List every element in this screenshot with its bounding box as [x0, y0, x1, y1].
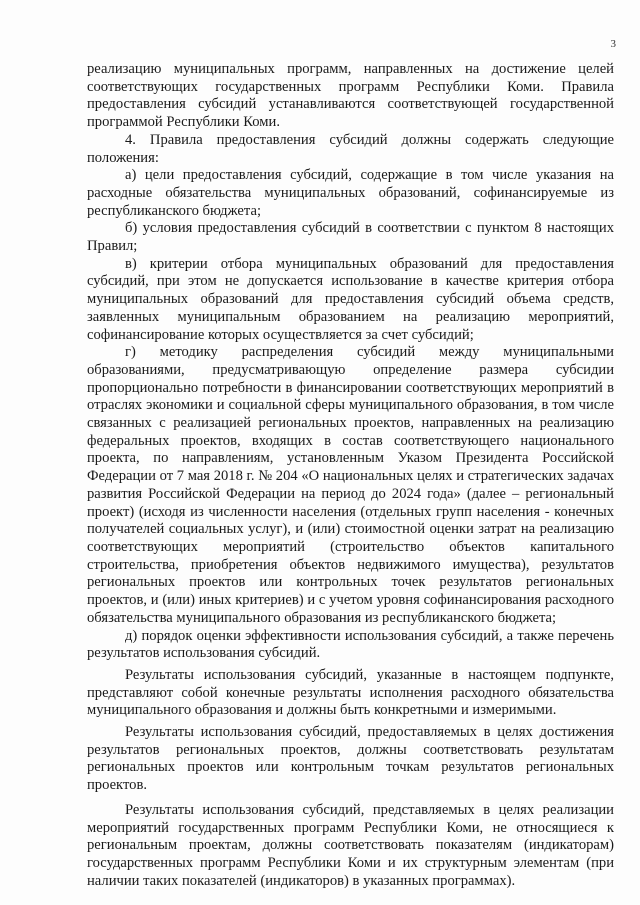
paragraph-intro-continuation: реализацию муниципальных программ, направленных на достижение целей соответствующих государственных программ Республики Коми. Правила предоставления субсидий устанавливаются соответствующей государственной программой Республики Коми.: [87, 61, 614, 131]
paragraph-subitem-b: б) условия предоставления субсидий в соответствии с пунктом 8 настоящих Правил;: [87, 220, 614, 255]
page-number: 3: [610, 38, 616, 50]
paragraph-subitem-d: д) порядок оценки эффективности использования субсидий, а также перечень результатов использования субсидий.: [87, 627, 614, 662]
paragraph-results-general: Результаты использования субсидий, указанные в настоящем подпункте, представляют собой конечные результаты исполнения расходного обязательства муниципального образования и должны быть конкретными и измеримыми.: [87, 666, 614, 719]
paragraph-subitem-a: а) цели предоставления субсидий, содержащие в том числе указания на расходные обязательства муниципальных образований, софинансируемые из республиканского бюджета;: [87, 167, 614, 219]
paragraph-results-regional: Результаты использования субсидий, предоставляемых в целях достижения результатов региональных проектов, должны соответствовать результатам региональных проектов или контрольным точкам результатов региональных проектов.: [87, 724, 614, 794]
paragraph-results-programs: Результаты использования субсидий, представляемых в целях реализации мероприятий государственных программ Республики Коми, не относящиеся к региональным проектам, должны соответствовать показателям (индикаторам) государственных программ Республики Коми и их структурным элементам (при наличии таких показателей (индикаторов) в указанных программах).: [87, 801, 614, 889]
paragraph-item-4: 4. Правила предоставления субсидий должны содержать следующие положения:: [87, 131, 614, 166]
paragraph-subitem-g: г) методику распределения субсидий между муниципальными образованиями, предусматривающую определение размера субсидии пропорционально потребности в финансировании соответствующих мероприятий в отраслях экономики и социальной сферы муниципального образования, в том числе связанных с реализацией региональных проектов, направленных на реализацию федеральных проектов, входящих в состав соответствующего национального проекта, по направлениям, установленным Указом Президента Российской Федерации от 7 мая 2018 г. № 204 «О национальных целях и стратегических задачах развития Российской Федерации на период до 2024 года» (далее – региональный проект) (исходя из численности населения (отдельных групп населения - конечных получателей социальных услуг), и (или) стоимостной оценки затрат на реализацию соответствующих мероприятий (строительство объектов капитального строительства, приобретения объектов недвижимого имущества), результатов региональных проектов или контрольных точек результатов региональных проектов, и (или) иных критериев) и с учетом уровня софинансирования расходного обязательства муниципального образования из республиканского бюджета;: [87, 344, 614, 626]
paragraph-subitem-v: в) критерии отбора муниципальных образований для предоставления субсидий, при этом не допускается использование в качестве критерия отбора муниципальных образований для предоставления субсидий объема средств, заявленных муниципальным образованием на реализацию мероприятий, софинансирование которых осуществляется за счет субсидий;: [87, 255, 614, 343]
document-body: [87, 61, 614, 890]
